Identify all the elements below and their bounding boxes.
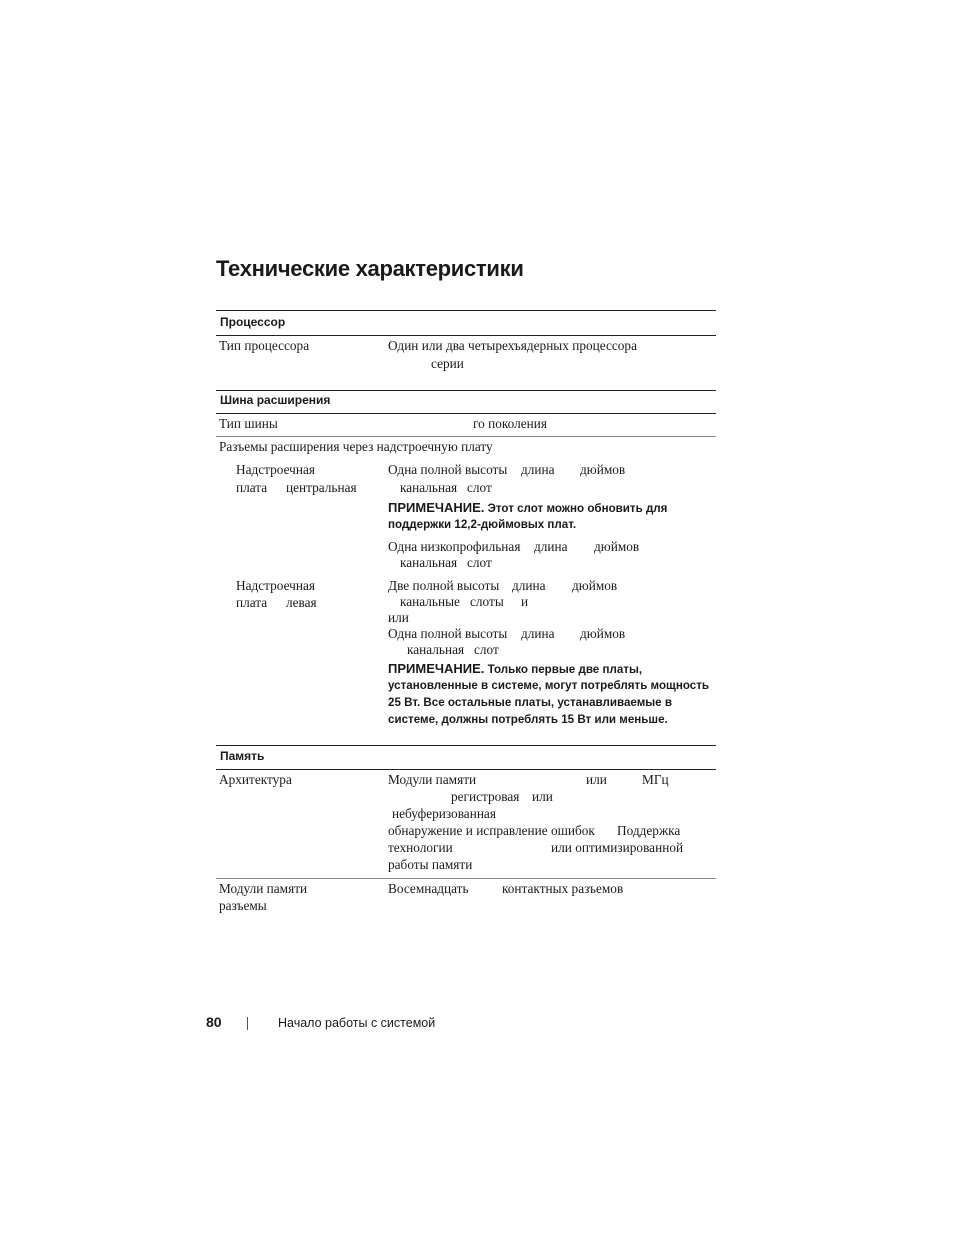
memory-arch-l5a: технологии	[388, 840, 453, 855]
section-header-expansion-bus: Шина расширения	[220, 393, 331, 407]
memory-slots-label-cont: разъемы	[219, 898, 267, 913]
note-text: Этот слот можно обновить для	[487, 502, 668, 515]
left-riser-v1a: Две полной высоты	[388, 578, 500, 593]
center-riser-v3a: Одна низкопрофильная	[388, 539, 521, 554]
center-riser-v3c: дюймов	[594, 539, 640, 554]
center-riser-v1c: дюймов	[580, 462, 626, 477]
row-rule	[216, 878, 716, 879]
section-rule	[216, 745, 716, 746]
section-header-processor: Процессор	[220, 315, 286, 329]
left-riser-note-line2: установленные в системе, могут потреблять мощность	[388, 679, 710, 692]
page-title: Технические характеристики	[216, 256, 524, 281]
center-riser-label-a: плата	[236, 480, 268, 495]
bus-type-label: Тип шины	[219, 416, 278, 431]
left-riser-label-b: левая	[286, 595, 317, 610]
left-riser-note-line3: 25 Вт. Все остальные платы, устанавливаемые в	[388, 696, 672, 709]
left-riser-v4a: Одна полной высоты	[388, 626, 508, 641]
section-rule	[216, 335, 716, 336]
left-riser-v5b: слот	[474, 642, 499, 657]
bus-type-value: го поколения	[473, 416, 548, 431]
center-riser-v1b: длина	[521, 462, 555, 477]
memory-arch-l2b: или	[532, 789, 553, 804]
center-riser-v4a: канальная	[400, 555, 458, 570]
processor-type-label: Тип процессора	[219, 338, 310, 353]
left-riser-v2b: слоты	[470, 594, 504, 609]
processor-type-value: Один или два четырехъядерных процессора	[388, 338, 637, 353]
left-riser-v1b: длина	[512, 578, 546, 593]
note-label: ПРИМЕЧАНИЕ.	[388, 500, 485, 515]
left-riser-v2c: и	[521, 594, 529, 609]
center-riser-label-b: центральная	[286, 480, 357, 495]
memory-arch-l1a: Модули памяти	[388, 772, 477, 787]
section-rule	[216, 769, 716, 770]
memory-arch-l2a: регистровая	[451, 789, 520, 804]
section-header-memory: Память	[220, 749, 265, 763]
memory-arch-l1c: МГц	[642, 772, 669, 787]
center-riser-v2b: слот	[467, 480, 492, 495]
left-riser-v4b: длина	[521, 626, 555, 641]
page-number: 80	[206, 1014, 222, 1030]
left-riser-v1c: дюймов	[572, 578, 618, 593]
memory-arch-l5b: или оптимизированной	[551, 840, 684, 855]
center-riser-v2a: канальная	[400, 480, 458, 495]
note-text: Только первые две платы,	[487, 663, 643, 676]
row-rule	[216, 436, 716, 437]
memory-architecture-label: Архитектура	[219, 772, 292, 787]
section-rule	[216, 310, 716, 311]
left-riser-v5a: канальная	[407, 642, 465, 657]
section-rule	[216, 390, 716, 391]
center-riser-v1a: Одна полной высоты	[388, 462, 508, 477]
footer-text: Начало работы с системой	[278, 1016, 436, 1030]
expansion-slots-heading: Разъемы расширения через надстроечную плату	[219, 439, 493, 454]
memory-slots-value-b: контактных разъемов	[502, 881, 624, 896]
center-riser-note	[388, 499, 667, 517]
note-label: ПРИМЕЧАНИЕ.	[388, 661, 485, 676]
left-riser-label-a: плата	[236, 595, 268, 610]
section-rule	[216, 413, 716, 414]
left-riser-note	[388, 660, 642, 678]
processor-type-value-cont: серии	[431, 356, 464, 371]
footer-separator	[247, 1017, 248, 1030]
center-riser-note-cont: поддержки 12,2-дюймовых плат.	[388, 518, 577, 531]
center-riser-label: Надстроечная	[236, 462, 315, 477]
memory-arch-l3: небуферизованная	[392, 806, 496, 821]
left-riser-label: Надстроечная	[236, 578, 315, 593]
left-riser-v2a: канальные	[400, 594, 460, 609]
memory-slots-value-a: Восемнадцать	[388, 881, 469, 896]
memory-arch-l6: работы памяти	[388, 857, 473, 872]
center-riser-v3b: длина	[534, 539, 568, 554]
center-riser-v4b: слот	[467, 555, 492, 570]
memory-arch-l1b: или	[586, 772, 607, 787]
memory-slots-label: Модули памяти	[219, 881, 308, 896]
left-riser-v4c: дюймов	[580, 626, 626, 641]
memory-arch-l4a: обнаружение и исправление ошибок	[388, 823, 595, 838]
left-riser-note-line4: системе, должны потреблять 15 Вт или меньше.	[388, 713, 668, 726]
memory-arch-l4b: Поддержка	[617, 823, 681, 838]
left-riser-v3: или	[388, 610, 409, 625]
